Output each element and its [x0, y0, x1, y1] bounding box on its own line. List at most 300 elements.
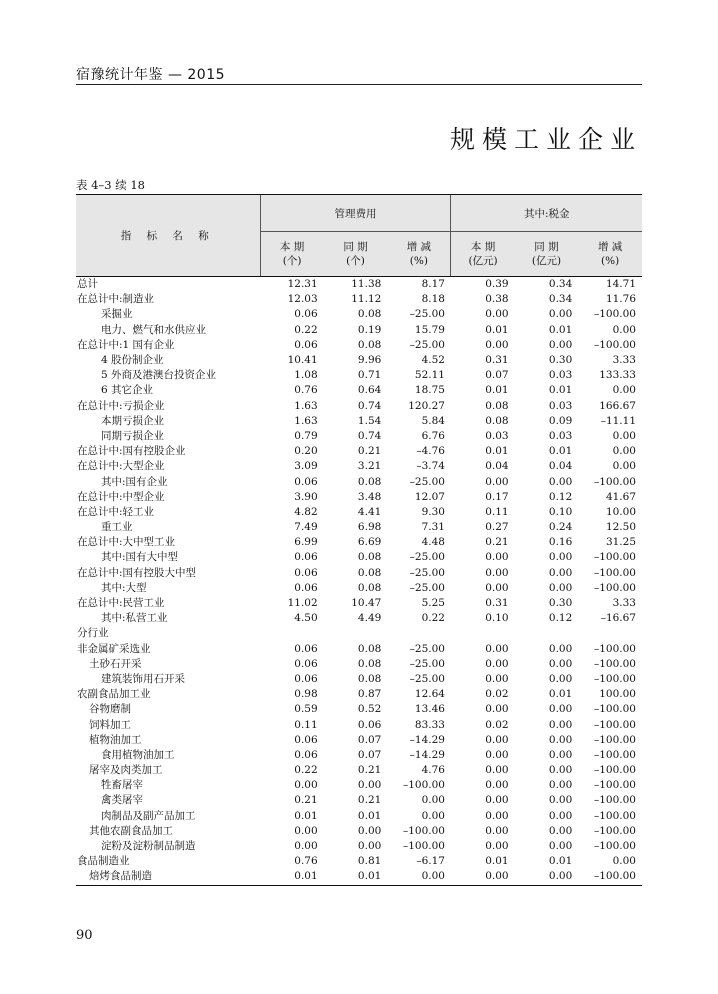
row-value: 0.00	[357, 779, 382, 792]
row-value: 0.11	[485, 505, 509, 518]
table-row	[76, 429, 642, 444]
row-label: 淀粉及淀粉制品制造	[101, 840, 196, 853]
row-value: –100.00	[594, 551, 636, 564]
row-value: 0.07	[357, 733, 382, 746]
row-label: 屠宰及肉类加工	[89, 764, 163, 777]
row-value: 0.00	[485, 672, 509, 685]
row-value: 0.00	[612, 460, 636, 473]
row-value: 0.74	[357, 399, 382, 412]
row-value: 3.33	[612, 354, 636, 367]
row-value: 0.03	[548, 399, 573, 412]
row-value: 0.19	[357, 323, 382, 336]
row-value: 12.07	[414, 490, 445, 503]
header-rule	[76, 84, 642, 85]
subheader-unit: (个)	[282, 255, 302, 267]
row-value: 0.00	[485, 703, 509, 716]
row-value: 12.64	[414, 688, 445, 701]
row-value: 12.31	[287, 278, 318, 291]
row-value: –25.00	[409, 338, 445, 351]
row-value: 0.00	[485, 566, 509, 579]
row-value: 0.00	[612, 855, 636, 868]
row-value: 0.00	[485, 657, 509, 670]
table-row	[76, 778, 642, 793]
row-value: 0.03	[548, 369, 573, 382]
table-row	[76, 490, 642, 505]
row-value: 0.71	[357, 369, 382, 382]
row-value: –100.00	[594, 308, 636, 321]
table-row	[76, 307, 642, 322]
row-value: 0.34	[548, 293, 573, 306]
row-value: 11.38	[351, 278, 382, 291]
row-value: 0.01	[324, 869, 388, 885]
table-row	[76, 733, 642, 748]
row-label: 5 外商及港澳台投资企业	[101, 369, 217, 382]
row-value: 0.52	[357, 703, 382, 716]
table-row	[76, 869, 642, 885]
row-value: 10.41	[287, 354, 318, 367]
table-row	[76, 277, 642, 293]
table-row	[76, 550, 642, 565]
row-value: 11.12	[351, 293, 382, 306]
row-value: 11.02	[287, 597, 318, 610]
row-value: 0.07	[485, 369, 509, 382]
row-value: 0.07	[357, 748, 382, 761]
row-value: 0.03	[548, 429, 573, 442]
row-value: 11.76	[605, 293, 636, 306]
row-value: 0.17	[485, 490, 509, 503]
row-label: 采掘业	[101, 308, 133, 321]
table-row	[76, 611, 642, 626]
row-label: 分行业	[77, 627, 109, 640]
row-label: 食品制造业	[77, 855, 130, 868]
row-value: –100.00	[594, 703, 636, 716]
row-value: –25.00	[409, 581, 445, 594]
row-label: 在总计中:制造业	[77, 293, 155, 306]
row-value: –25.00	[409, 657, 445, 670]
subheader-unit: (亿元)	[531, 255, 562, 267]
row-label: 其中:私营工业	[101, 612, 168, 625]
row-value: 0.02	[485, 718, 509, 731]
row-value: 0.30	[548, 354, 573, 367]
row-value: 4.52	[421, 354, 445, 367]
row-value: 0.16	[548, 536, 573, 549]
table-row	[76, 581, 642, 596]
row-value: 0.00	[485, 475, 509, 488]
row-value: –25.00	[409, 672, 445, 685]
row-value: 120.27	[408, 399, 445, 412]
row-value: 0.01	[548, 384, 573, 397]
row-value: 0.00	[357, 840, 382, 853]
row-value: 0.06	[294, 672, 318, 685]
table-row	[76, 824, 642, 839]
row-value: 0.20	[294, 445, 318, 458]
row-value: 0.00	[612, 384, 636, 397]
section-title: 规模工业企业	[449, 125, 642, 154]
row-value: 4.82	[294, 505, 318, 518]
table-row	[76, 657, 642, 672]
row-value: 0.06	[294, 733, 318, 746]
row-value: 8.17	[421, 278, 445, 291]
row-value: 10.00	[605, 505, 636, 518]
row-value: 0.06	[357, 718, 382, 731]
table-label: 表 4–3 续 18	[76, 178, 145, 192]
row-value: 4.48	[421, 536, 445, 549]
row-label: 禽类屠宰	[101, 794, 143, 807]
row-value: –100.00	[594, 748, 636, 761]
row-value: –100.00	[594, 338, 636, 351]
row-value: 0.06	[294, 338, 318, 351]
row-label: 同期亏损企业	[101, 429, 164, 442]
row-value: –25.00	[409, 642, 445, 655]
row-value: 4.50	[294, 612, 318, 625]
row-value: –100.00	[594, 733, 636, 746]
row-value: 0.00	[548, 748, 573, 761]
row-value: –25.00	[409, 566, 445, 579]
row-value: 0.08	[357, 672, 382, 685]
row-value: 0.00	[485, 764, 509, 777]
row-value: 0.01	[548, 323, 573, 336]
row-value: 0.08	[357, 581, 382, 594]
table-row	[76, 854, 642, 869]
table-row	[76, 717, 642, 732]
row-value: –100.00	[578, 869, 642, 885]
row-label: 建筑装饰用石开采	[101, 672, 185, 685]
table-row	[76, 338, 642, 353]
row-value: 0.00	[548, 764, 573, 777]
table-row	[76, 809, 642, 824]
row-value: 0.00	[485, 809, 509, 822]
row-value: 0.08	[485, 399, 509, 412]
row-value: 52.11	[414, 369, 445, 382]
table-row	[76, 839, 642, 854]
row-value: 0.00	[451, 869, 515, 885]
row-value: 0.27	[485, 521, 509, 534]
row-value: 0.00	[548, 794, 573, 807]
row-value: 0.00	[548, 672, 573, 685]
row-value: 1.54	[357, 414, 382, 427]
table-row	[76, 702, 642, 717]
row-value: –100.00	[594, 794, 636, 807]
row-value: 0.00	[548, 657, 573, 670]
row-value: 0.01	[485, 323, 509, 336]
table-row	[76, 414, 642, 429]
row-value: 0.01	[260, 869, 324, 885]
row-label: 食用植物油加工	[101, 748, 175, 761]
row-value: –100.00	[594, 657, 636, 670]
subheader-period: 增 减	[406, 241, 432, 253]
row-value: –3.74	[416, 460, 445, 473]
row-value: 0.09	[548, 414, 573, 427]
row-label: 植物油加工	[89, 733, 142, 746]
row-value: 0.06	[294, 475, 318, 488]
row-value: 0.06	[294, 581, 318, 594]
row-value: 0.00	[548, 840, 573, 853]
row-value: 0.22	[421, 612, 445, 625]
table-row	[76, 520, 642, 535]
row-value: 5.84	[421, 414, 445, 427]
row-value: 0.34	[548, 278, 573, 291]
running-header: 宿豫统计年鉴 — 2015	[76, 67, 226, 83]
row-value: 0.21	[357, 794, 382, 807]
table-row	[76, 444, 642, 459]
row-value: 31.25	[605, 536, 636, 549]
row-value: 0.06	[294, 308, 318, 321]
row-value: 7.31	[421, 521, 445, 534]
row-value: –100.00	[594, 581, 636, 594]
row-value: 0.00	[515, 869, 579, 885]
row-label: 在总计中:国有控股企业	[77, 445, 186, 458]
row-value: 0.00	[548, 733, 573, 746]
row-value: 0.00	[485, 338, 509, 351]
row-label: 非金属矿采选业	[77, 642, 151, 655]
row-value: 0.79	[294, 429, 318, 442]
row-value: 0.01	[485, 855, 509, 868]
row-value: 1.08	[294, 369, 318, 382]
table-row	[76, 399, 642, 414]
row-value: 0.31	[485, 597, 509, 610]
row-value: 0.30	[548, 597, 573, 610]
row-label: 在总计中:大中型工业	[77, 536, 176, 549]
row-value: 0.06	[294, 642, 318, 655]
row-value: 0.00	[548, 718, 573, 731]
row-value: 0.21	[357, 445, 382, 458]
row-label: 其他农副食品加工	[89, 824, 173, 837]
subheader-change-pct	[387, 232, 451, 277]
row-value: 0.31	[485, 354, 509, 367]
row-value: 0.00	[548, 475, 573, 488]
row-value: 0.08	[485, 414, 509, 427]
row-value: 0.01	[548, 445, 573, 458]
row-value: 6.99	[294, 536, 318, 549]
indicator-name-header: 指 标 名 称	[76, 195, 260, 277]
row-value: –25.00	[409, 475, 445, 488]
row-value: –100.00	[594, 764, 636, 777]
row-value: 0.11	[294, 718, 318, 731]
row-value: 0.00	[421, 809, 445, 822]
subheader-period: 同 期	[534, 241, 559, 253]
row-value: 0.76	[294, 384, 318, 397]
row-value: –100.00	[402, 779, 445, 792]
row-value: –14.29	[409, 733, 445, 746]
row-value: 0.21	[485, 536, 509, 549]
row-value: 0.00	[421, 794, 445, 807]
subheader-unit: (亿元)	[468, 255, 498, 267]
row-value: 0.01	[485, 445, 509, 458]
row-label: 重工业	[101, 521, 133, 534]
row-label: 其中:大型	[101, 581, 147, 594]
row-value: 0.00	[294, 840, 318, 853]
row-label: 本期亏损企业	[101, 414, 164, 427]
row-label: 电力、燃气和水供应业	[101, 323, 206, 336]
row-value: 0.00	[485, 308, 509, 321]
row-value: 0.00	[548, 824, 573, 837]
row-label: 农副食品加工业	[77, 688, 151, 701]
subheader-change-pct-tax	[578, 232, 642, 277]
table-row	[76, 368, 642, 383]
table-row	[76, 642, 642, 657]
row-value: 13.46	[414, 703, 445, 716]
table-row	[76, 626, 642, 641]
row-label: 总计	[77, 278, 98, 291]
row-value: 0.00	[548, 338, 573, 351]
row-value: 8.18	[421, 293, 445, 306]
row-value: 0.08	[357, 551, 382, 564]
row-value: –6.17	[416, 855, 445, 868]
tax-header: 其中:税金	[451, 195, 642, 232]
row-value	[260, 626, 324, 641]
row-value: 0.08	[357, 338, 382, 351]
subheader-prior-amount	[515, 232, 579, 277]
row-label: 土砂石开采	[89, 657, 142, 670]
table-row	[76, 459, 642, 474]
subheader-period: 同 期	[343, 241, 368, 253]
row-value: –100.00	[594, 566, 636, 579]
row-value: 0.02	[485, 688, 509, 701]
row-value	[324, 626, 388, 641]
row-value: 0.64	[357, 384, 382, 397]
row-value: 3.09	[294, 460, 318, 473]
row-value: 0.01	[548, 855, 573, 868]
row-value: 0.08	[357, 308, 382, 321]
row-label: 牲畜屠宰	[101, 779, 143, 792]
subheader-unit: (%)	[601, 255, 620, 267]
row-value: 0.00	[485, 824, 509, 837]
row-value: 0.00	[548, 642, 573, 655]
row-value: 9.96	[357, 354, 382, 367]
row-value: 0.00	[485, 642, 509, 655]
row-value: 9.30	[421, 505, 445, 518]
row-value: 4.41	[357, 505, 382, 518]
row-value: 0.21	[357, 764, 382, 777]
row-label: 在总计中:民营工业	[77, 597, 165, 610]
row-value: –100.00	[402, 840, 445, 853]
row-value: 0.00	[548, 551, 573, 564]
row-value: –100.00	[594, 840, 636, 853]
row-value: 0.12	[548, 490, 573, 503]
table-row	[76, 535, 642, 550]
row-value: 0.00	[548, 703, 573, 716]
row-value: 3.90	[294, 490, 318, 503]
row-value: –100.00	[594, 475, 636, 488]
row-value: 6.69	[357, 536, 382, 549]
data-table	[76, 194, 642, 886]
row-value: 133.33	[599, 369, 636, 382]
row-value: 10.47	[351, 597, 382, 610]
table-row	[76, 383, 642, 398]
row-value: 100.00	[599, 688, 636, 701]
row-value: 0.08	[357, 475, 382, 488]
subheader-period: 本 期	[279, 241, 305, 253]
table-row	[76, 748, 642, 763]
row-label: 饲料加工	[89, 718, 131, 731]
subheader-unit: (个)	[346, 255, 365, 267]
row-value: 7.49	[294, 521, 318, 534]
row-label: 焙烤食品制造	[76, 869, 260, 885]
table-body	[76, 277, 642, 886]
table-row	[76, 793, 642, 808]
table-row	[76, 323, 642, 338]
table-row	[76, 292, 642, 307]
row-value: 0.03	[485, 429, 509, 442]
row-value: 0.00	[485, 840, 509, 853]
row-value: 0.12	[548, 612, 573, 625]
row-value: 0.00	[485, 733, 509, 746]
subheader-prior-count	[324, 232, 388, 277]
row-label: 在总计中:中型企业	[77, 490, 165, 503]
row-value: 0.22	[294, 323, 318, 336]
row-value: –16.67	[600, 612, 636, 625]
row-value: 0.00	[485, 551, 509, 564]
row-value: 0.06	[294, 566, 318, 579]
table-row	[76, 596, 642, 611]
row-value: 18.75	[414, 384, 445, 397]
row-value: 0.59	[294, 703, 318, 716]
table-row	[76, 566, 642, 581]
table-row	[76, 505, 642, 520]
row-value: 5.25	[421, 597, 445, 610]
row-value: –100.00	[594, 718, 636, 731]
row-value: –100.00	[402, 824, 445, 837]
row-value: 0.74	[357, 429, 382, 442]
subheader-period: 增 减	[597, 241, 623, 253]
subheader-current-amount	[451, 232, 515, 277]
row-value: 0.00	[548, 308, 573, 321]
row-value: 0.10	[548, 505, 573, 518]
row-value	[451, 626, 515, 641]
row-label: 在总计中:亏损企业	[77, 399, 165, 412]
row-value: –11.11	[600, 414, 636, 427]
row-value: 3.21	[357, 460, 382, 473]
row-value: 41.67	[605, 490, 636, 503]
row-value: 0.01	[485, 384, 509, 397]
row-value: 0.00	[357, 824, 382, 837]
row-value: –4.76	[416, 445, 445, 458]
row-value: 1.63	[294, 399, 318, 412]
page-number: 90	[76, 928, 93, 943]
row-value: 6.76	[421, 429, 445, 442]
row-value: 0.00	[387, 869, 451, 885]
row-value	[578, 626, 642, 641]
row-value: 0.00	[548, 809, 573, 822]
row-label: 在总计中:国有控股大中型	[77, 566, 197, 579]
row-value: 0.06	[294, 551, 318, 564]
row-value: –14.29	[409, 748, 445, 761]
row-value: 0.00	[485, 748, 509, 761]
row-value: 0.87	[357, 688, 382, 701]
row-value: –100.00	[594, 779, 636, 792]
row-label: 在总计中:大型企业	[77, 460, 165, 473]
row-value: 0.08	[357, 642, 382, 655]
table-row	[76, 763, 642, 778]
row-value: 0.00	[548, 779, 573, 792]
row-value: 0.38	[485, 293, 509, 306]
row-value: –100.00	[594, 672, 636, 685]
row-value: 0.00	[294, 779, 318, 792]
row-label: 在总计中:轻工业	[77, 505, 155, 518]
row-value	[515, 626, 579, 641]
table-row	[76, 353, 642, 368]
row-value: 15.79	[414, 323, 445, 336]
subheader-period: 本 期	[470, 241, 496, 253]
table-row	[76, 687, 642, 702]
row-value: 0.98	[294, 688, 318, 701]
row-value: 0.76	[294, 855, 318, 868]
row-value: 0.04	[548, 460, 573, 473]
row-value: 0.00	[485, 794, 509, 807]
row-label: 6 其它企业	[101, 384, 154, 397]
row-value: 0.06	[294, 657, 318, 670]
row-value: 1.63	[294, 414, 318, 427]
